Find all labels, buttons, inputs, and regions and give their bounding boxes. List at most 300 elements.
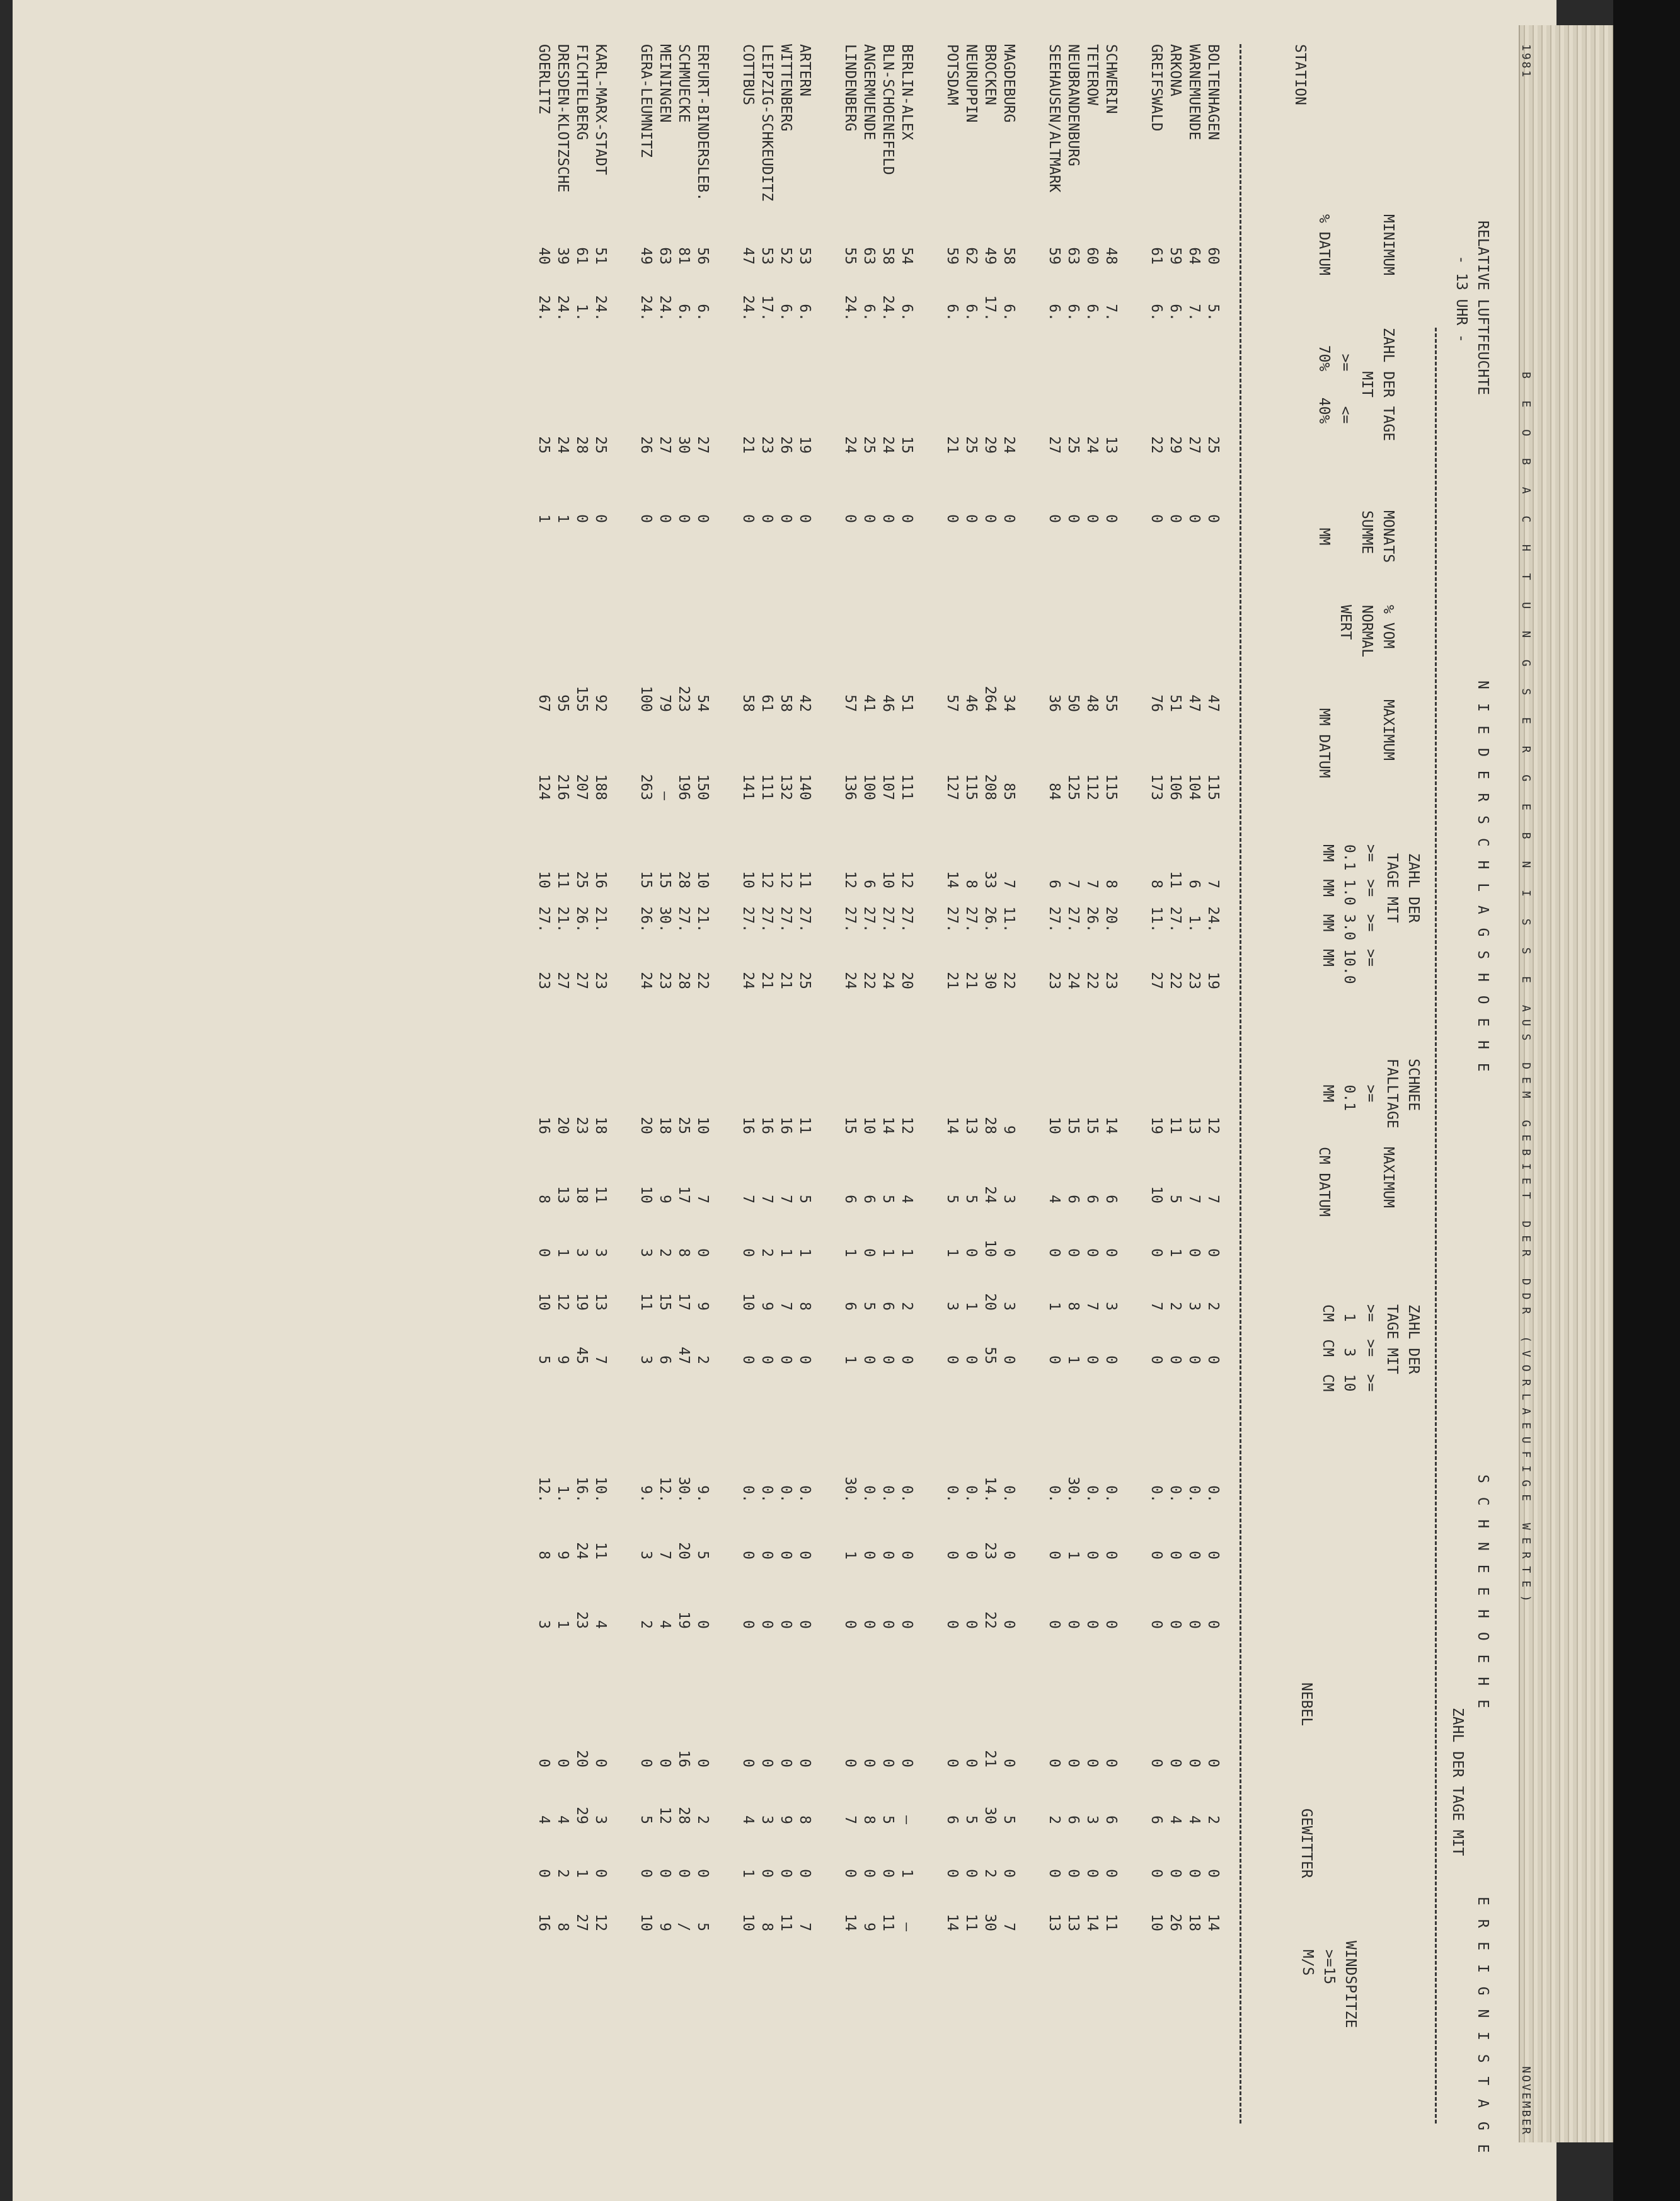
page-title: B E O B A C H T U N G S E R G E B N I S S E AUS DEM GEBIET DER DDR (VORLAEUFIGE WERTE) (1519, 372, 1533, 1609)
table-cell: 20 (676, 1542, 692, 1560)
table-cell: 61 (759, 694, 775, 712)
table-cell: 24 (842, 436, 858, 454)
table-cell: 19 (797, 436, 813, 454)
table-cell: 16 (592, 871, 609, 888)
table-cell: 30 (982, 1914, 998, 1931)
table-cell: 24 (1084, 436, 1100, 454)
table-row (1083, 44, 1102, 1931)
table-cell: 0 (899, 1355, 915, 1364)
station-name: MAGDEBURG (1001, 44, 1017, 123)
table-cell: 0 (797, 1869, 813, 1878)
table-row (739, 44, 757, 1931)
table-cell: 1 (797, 1248, 813, 1257)
table-cell: 0 (1167, 514, 1183, 523)
table-cell: 112 (1084, 774, 1100, 800)
table-cell: 27. (1167, 906, 1183, 933)
table-cell: 59 (1046, 247, 1062, 265)
table-cell: 4 (899, 1195, 915, 1204)
table-cell: 0 (797, 1551, 813, 1560)
table-cell: 0 (1084, 1620, 1100, 1629)
group-gap (1018, 44, 1045, 1931)
table-cell: 3 (944, 1302, 960, 1311)
table-cell: 5 (638, 1815, 654, 1824)
table-row (943, 44, 962, 1931)
table-cell: 155 (573, 686, 590, 712)
table-cell: 12. (657, 1476, 673, 1503)
table-cell: 4 (657, 1620, 673, 1629)
table-cell: 23 (1103, 972, 1119, 989)
table-cell: 46 (963, 694, 979, 712)
col-vom-normal: % VOM NORMAL WERT (1337, 605, 1396, 658)
table-cell: 21. (555, 906, 571, 933)
table-cell: 57 (944, 694, 960, 712)
table-cell: 1 (842, 1248, 858, 1257)
table-cell: 6 (944, 1815, 960, 1824)
table-row (1166, 44, 1185, 1931)
table-cell: 21 (944, 436, 960, 454)
table-cell: 25 (676, 1117, 692, 1134)
table-cell: 24 (982, 1186, 998, 1204)
table-cell: 92 (592, 694, 609, 712)
table-cell: 223 (676, 686, 692, 712)
table-cell: 7 (797, 1922, 813, 1931)
table-cell: 4 (740, 1815, 756, 1824)
table-cell: 24 (880, 436, 896, 454)
table-cell: 23 (982, 1542, 998, 1560)
table-cell: 55 (842, 247, 858, 265)
table-cell: 8 (797, 1302, 813, 1311)
table-cell: 3 (759, 1815, 775, 1824)
table-cell: 0 (899, 1759, 915, 1767)
table-cell: 22 (1001, 972, 1017, 989)
table-cell: 7 (1084, 1302, 1100, 1311)
table-cell: 24. (657, 295, 673, 321)
table-cell: 7 (1084, 880, 1100, 888)
table-cell: 0 (1084, 1248, 1100, 1257)
table-cell: 25 (861, 436, 877, 454)
table-cell: 29 (573, 1807, 590, 1824)
table-cell: 0. (963, 1485, 979, 1503)
table-cell: 0 (880, 1355, 896, 1364)
table-cell: 0. (797, 1485, 813, 1503)
table-cell: 6 (880, 1302, 896, 1311)
table-cell: 28 (676, 1807, 692, 1824)
table-cell: 15 (899, 436, 915, 454)
table-cell: 10 (694, 871, 711, 888)
table-cell: 27. (778, 906, 794, 933)
table-cell: 0 (1167, 1551, 1183, 1560)
table-cell: 28 (676, 871, 692, 888)
table-cell: 0 (899, 1551, 915, 1560)
station-name: FICHTELBERG (573, 44, 590, 141)
table-cell: 8 (1065, 1302, 1081, 1311)
table-cell: 7 (1148, 1302, 1165, 1311)
table-cell: 50 (1065, 694, 1081, 712)
table-cell: 22 (1167, 972, 1183, 989)
table-cell: 5 (880, 1195, 896, 1204)
table-cell: 61 (1148, 247, 1165, 265)
table-cell: 0 (1167, 1869, 1183, 1878)
table-cell: 127 (944, 774, 960, 800)
table-row (1045, 44, 1064, 1931)
table-cell: 0 (1084, 1869, 1100, 1878)
table-cell: 1 (899, 1248, 915, 1257)
station-name: BROCKEN (982, 44, 998, 105)
table-cell: 8 (1148, 880, 1165, 888)
table-cell: 1 (1046, 1302, 1062, 1311)
table-cell: 1 (555, 514, 571, 523)
table-cell: 0 (880, 1620, 896, 1629)
table-cell: 22 (861, 972, 877, 989)
table-cell: 0 (1167, 1355, 1183, 1364)
table-cell: 0 (1186, 514, 1202, 523)
table-cell: 16 (676, 1750, 692, 1767)
table-cell: 18 (573, 1186, 590, 1204)
table-cell: 60 (1084, 247, 1100, 265)
table-cell: 2 (1205, 1302, 1221, 1311)
table-cell: 5 (963, 1195, 979, 1204)
table-cell: 0 (638, 1869, 654, 1878)
table-row (591, 44, 610, 1931)
table-cell: 62 (963, 247, 979, 265)
table-cell: 14 (1084, 1914, 1100, 1931)
table-cell: 12. (536, 1476, 552, 1503)
table-cell: 115 (1103, 774, 1119, 800)
table-cell: 14 (842, 1914, 858, 1931)
table-cell: 21 (963, 972, 979, 989)
group-schnee: S C H N E E H O E H E (1475, 1474, 1491, 1711)
station-name: SCHMUECKE (676, 44, 692, 123)
table-cell: 12 (555, 1293, 571, 1311)
table-cell: 27. (963, 906, 979, 933)
table-cell: 0 (1103, 514, 1119, 523)
table-cell: 11 (963, 1914, 979, 1931)
table-cell: 48 (1084, 694, 1100, 712)
table-cell: 5 (694, 1922, 711, 1931)
table-cell: 0 (1046, 1551, 1062, 1560)
table-cell: 0 (1065, 514, 1081, 523)
table-cell: 0 (536, 1759, 552, 1767)
table-cell: 14 (944, 1914, 960, 1931)
group-gap (916, 44, 943, 1931)
table-cell: 1 (963, 1302, 979, 1311)
table-cell: 1 (899, 1869, 915, 1878)
table-cell: 0 (759, 1620, 775, 1629)
table-cell: 0 (592, 514, 609, 523)
table-cell: 26. (982, 906, 998, 933)
table-cell: 0 (676, 514, 692, 523)
table-cell: 57 (842, 694, 858, 712)
table-cell: 6 (842, 1195, 858, 1204)
table-cell: 27 (1186, 436, 1202, 454)
table-cell: 85 (1001, 783, 1017, 800)
table-cell: 132 (778, 774, 794, 800)
table-cell: 0 (1205, 514, 1221, 523)
table-cell: 0 (797, 1620, 813, 1629)
table-cell: 0 (759, 514, 775, 523)
table-cell: 5 (694, 1551, 711, 1560)
table-cell: 28 (982, 1117, 998, 1134)
table-cell: 0 (638, 1759, 654, 1767)
table-cell: 111 (899, 774, 915, 800)
table-cell: 24 (555, 436, 571, 454)
table-cell: 0 (963, 1248, 979, 1257)
table-cell: 7. (1186, 304, 1202, 321)
table-cell: 25 (592, 436, 609, 454)
table-cell: 51 (1167, 694, 1183, 712)
table-cell: 0 (1065, 1248, 1081, 1257)
table-cell: 10 (740, 1293, 756, 1311)
table-cell: 0 (1186, 1248, 1202, 1257)
table-cell: 10 (861, 1117, 877, 1134)
table-cell: 263 (638, 774, 654, 800)
table-cell: 21 (740, 436, 756, 454)
table-cell: 6 (861, 1195, 877, 1204)
table-cell: 0 (861, 1759, 877, 1767)
table-cell: 0 (555, 1759, 571, 1767)
table-cell: 0 (963, 1620, 979, 1629)
table-cell: 10 (638, 1186, 654, 1204)
table-cell: 1 (778, 1248, 794, 1257)
table-cell: 0 (759, 1759, 775, 1767)
table-cell: 27 (694, 436, 711, 454)
table-cell: 27. (797, 906, 813, 933)
table-cell: 0 (861, 514, 877, 523)
table-cell: 24. (638, 295, 654, 321)
table-cell: 41 (861, 694, 877, 712)
station-name: BOLTENHAGEN (1205, 44, 1221, 141)
table-cell: 20 (573, 1750, 590, 1767)
table-cell: 0. (1186, 1485, 1202, 1503)
table-cell: 11 (555, 871, 571, 888)
table-cell: 0 (880, 1551, 896, 1560)
table-row (962, 44, 981, 1931)
table-cell: 26 (638, 436, 654, 454)
table-cell: 1 (555, 1248, 571, 1257)
table-cell: 124 (536, 774, 552, 800)
table-cell: 22 (982, 1611, 998, 1629)
table-cell: 0 (1084, 1759, 1100, 1767)
station-name: ANGERMUENDE (861, 44, 877, 141)
table-cell: 4 (592, 1620, 609, 1629)
table-cell: 7 (778, 1195, 794, 1204)
table-cell: 15 (657, 1293, 673, 1311)
table-cell: 15 (638, 871, 654, 888)
table-cell: 16 (778, 1117, 794, 1134)
table-cell: 14. (982, 1476, 998, 1503)
table-cell: 13 (963, 1117, 979, 1134)
table-cell: 3 (1001, 1195, 1017, 1204)
station-name: NEURUPPIN (963, 44, 979, 123)
table-cell: 6. (1167, 304, 1183, 321)
table-cell: 0 (944, 1355, 960, 1364)
table-cell: 0 (1167, 1759, 1183, 1767)
table-cell: 6. (1046, 304, 1062, 321)
table-cell: 6. (778, 304, 794, 321)
table-cell: 2 (1167, 1302, 1183, 1311)
table-cell: 7. (1103, 304, 1119, 321)
table-cell: 19 (1205, 972, 1221, 989)
table-cell: 17 (676, 1293, 692, 1311)
table-cell: 264 (982, 686, 998, 712)
table-cell: 0 (1001, 514, 1017, 523)
table-cell: 5 (880, 1815, 896, 1824)
table-cell: 1 (1065, 1551, 1081, 1560)
table-cell: 11 (1167, 871, 1183, 888)
table-cell: 9. (638, 1485, 654, 1503)
table-cell: 25 (1065, 436, 1081, 454)
group-niederschlag: N I E D E R S C H L A G S H O E H E (1475, 681, 1491, 1074)
table-cell: 24. (740, 295, 756, 321)
table-cell: 45 (573, 1347, 590, 1364)
table-cell: 115 (1205, 774, 1221, 800)
table-cell: 7 (1065, 880, 1081, 888)
table-cell: 9. (694, 1485, 711, 1503)
table-cell: 24 (842, 972, 858, 989)
table-cell: 0. (1084, 1485, 1100, 1503)
table-cell: 21 (982, 1750, 998, 1767)
table-cell: 23 (592, 972, 609, 989)
table-cell: 54 (694, 694, 711, 712)
table-cell: 0 (1103, 1248, 1119, 1257)
table-cell: 0 (944, 1759, 960, 1767)
table-cell: 125 (1065, 774, 1081, 800)
table-cell: 0 (778, 1355, 794, 1364)
table-cell: 0 (1001, 1759, 1017, 1767)
table-cell: 25 (797, 972, 813, 989)
table-cell: 0 (1186, 1759, 1202, 1767)
table-cell: 64 (1186, 247, 1202, 265)
station-name: COTTBUS (740, 44, 756, 105)
table-cell: 11 (1167, 1117, 1183, 1134)
group-luftfeuchte: RELATIVE LUFTFEUCHTE - 13 UHR - (1453, 221, 1491, 395)
table-cell: 0 (1167, 1620, 1183, 1629)
table-cell: 7 (592, 1355, 609, 1364)
station-name: GOERLITZ (536, 44, 552, 114)
table-cell: 14 (880, 1117, 896, 1134)
table-cell: 49 (638, 247, 654, 265)
table-cell: 8 (759, 1922, 775, 1931)
table-cell: 0 (1084, 514, 1100, 523)
table-cell: 12 (657, 1807, 673, 1824)
table-cell: 16 (759, 1117, 775, 1134)
table-cell: 0 (740, 1551, 756, 1560)
table-cell: 28 (573, 436, 590, 454)
table-cell: 0 (1046, 1759, 1062, 1767)
table-cell: 10 (982, 1239, 998, 1257)
table-cell: 56 (694, 247, 711, 265)
table-cell: 0. (1148, 1485, 1165, 1503)
table-cell: 6 (1103, 1815, 1119, 1824)
table-cell: 0 (1065, 1759, 1081, 1767)
table-cell: 1 (1167, 1248, 1183, 1257)
table-cell: 0 (842, 1869, 858, 1878)
table-cell: 1. (1186, 915, 1202, 933)
table-cell: 6 (842, 1302, 858, 1311)
table-cell: 22 (694, 972, 711, 989)
table-cell: 6 (1065, 1195, 1081, 1204)
table-cell: 9 (555, 1551, 571, 1560)
table-cell: 3 (1084, 1815, 1100, 1824)
table-cell: 0 (536, 1869, 552, 1878)
table-cell: 0 (842, 1759, 858, 1767)
table-cell: 16 (740, 1117, 756, 1134)
table-cell: 58 (778, 694, 794, 712)
table-cell: 107 (880, 774, 896, 800)
col-gewitter: GEWITTER (1298, 1808, 1315, 1878)
table-cell: 25 (536, 436, 552, 454)
table-row (1102, 44, 1120, 1931)
table-cell: 11 (797, 1117, 813, 1134)
table-cell: 30 (982, 1807, 998, 1824)
table-cell: 0 (1103, 1869, 1119, 1878)
table-cell: 15 (1084, 1117, 1100, 1134)
col-monats-summe: MONATS SUMME MM (1316, 510, 1396, 563)
table-cell: 7 (1001, 880, 1017, 888)
table-cell: 51 (592, 247, 609, 265)
table-cell: 8 (963, 880, 979, 888)
table-cell: 3 (573, 1248, 590, 1257)
table-cell: 2 (694, 1815, 711, 1824)
table-cell: 17 (676, 1186, 692, 1204)
table-cell: 20 (899, 972, 915, 989)
table-cell: 10 (740, 1914, 756, 1931)
col-maximum-n: MAXIMUM MM DATUM (1316, 699, 1396, 778)
table-row (795, 44, 814, 1931)
table-cell: 11 (638, 1293, 654, 1311)
table-cell: 15 (657, 871, 673, 888)
table-cell: 0 (759, 1355, 775, 1364)
table-cell: 30. (842, 1476, 858, 1503)
table-cell: — (657, 791, 673, 800)
table-cell: 0 (657, 1869, 673, 1878)
table-cell: 55 (1103, 694, 1119, 712)
table-cell: 47 (676, 1347, 692, 1364)
table-cell: 21 (778, 972, 794, 989)
station-name: ERFURT-BINDERSLEB. (694, 44, 711, 202)
table-cell: 30 (676, 436, 692, 454)
table-cell: 6 (657, 1355, 673, 1364)
table-cell: 0 (944, 1551, 960, 1560)
table-cell: 2 (1205, 1815, 1221, 1824)
table-cell: 36 (1046, 694, 1062, 712)
table-cell: 0 (740, 514, 756, 523)
table-cell: 17. (759, 295, 775, 321)
table-cell: 3 (592, 1815, 609, 1824)
table-cell: 6. (1148, 304, 1165, 321)
table-cell: 30 (982, 972, 998, 989)
table-cell: 0 (638, 514, 654, 523)
table-cell: 42 (797, 694, 813, 712)
table-cell: 5. (1205, 304, 1221, 321)
table-cell: 7 (694, 1195, 711, 1204)
table-cell: 23 (1046, 972, 1062, 989)
table-cell: 30. (676, 1476, 692, 1503)
table-row (841, 44, 860, 1931)
table-cell: 1 (944, 1248, 960, 1257)
table-cell: 1 (842, 1355, 858, 1364)
month: NOVEMBER (1519, 2066, 1533, 2136)
table-cell: 8 (676, 1248, 692, 1257)
table-cell: 0 (842, 514, 858, 523)
table-cell: 24. (1205, 906, 1221, 933)
table-cell: 26. (573, 906, 590, 933)
table-cell: 7 (740, 1195, 756, 1204)
table-cell: 8 (536, 1551, 552, 1560)
table-cell: 11 (592, 1186, 609, 1204)
table-cell: 13 (592, 1293, 609, 1311)
table-cell: 0 (694, 1759, 711, 1767)
